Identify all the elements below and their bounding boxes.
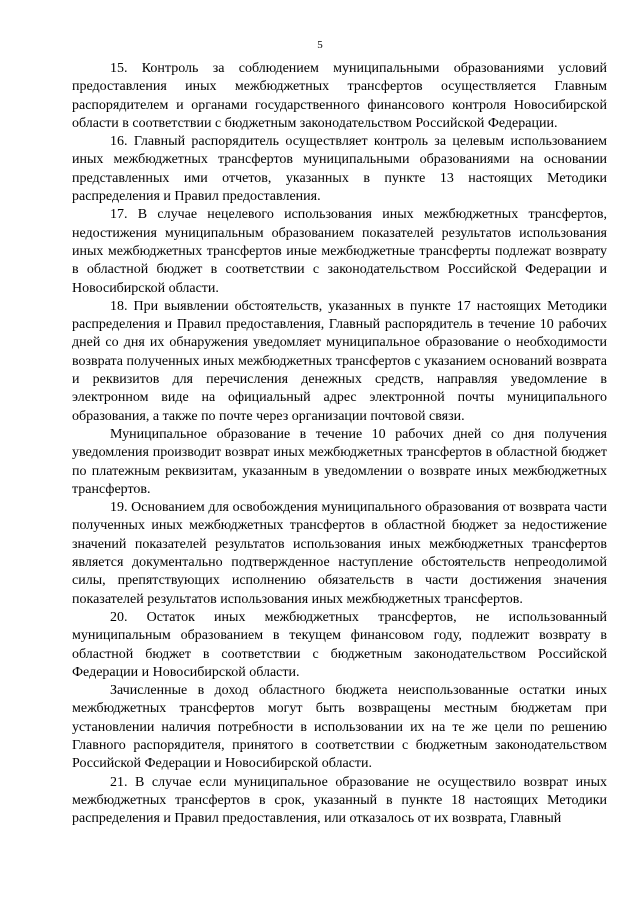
document-body [72, 60, 607, 828]
paragraph-21: 21. В случае если муниципальное образование не осуществило возврат иных межбюджетных трансфертов в срок, указанный в пункте 18 настоящих Методики распределения и Правил предоставления, или отказалось от их возврата, Главный [72, 774, 607, 827]
paragraph-18: 18. При выявлении обстоятельств, указанных в пункте 17 настоящих Методики распределения и Правил предоставления, Главный распорядитель в течение 10 рабочих дней со дня их обнаружения уведомляет муниципальное образование о необходимости возврата полученных иных межбюджетных трансфертов с указанием оснований возврата и реквизитов для перечисления денежных средств, направляя уведомление в электронном виде на официальный адрес электронной почты муниципального образования, а также по почте через организации почтовой связи. [72, 298, 607, 424]
paragraph-20: 20. Остаток иных межбюджетных трансфертов, не использованный муниципальным образованием в текущем финансовом году, подлежит возврату в областной бюджет в соответствии с бюджетным законодательством Российской Федерации и Новосибирской области. [72, 609, 607, 680]
paragraph-20-continued: Зачисленные в доход областного бюджета неиспользованные остатки иных межбюджетных трансфертов могут быть возвращены местным бюджетам при установлении наличия потребности в использовании их на те же цели по решению Главного распорядителя, принятого в соответствии с бюджетным законодательством Российской Федерации и Новосибирской области. [72, 683, 607, 772]
paragraph-17: 17. В случае нецелевого использования иных межбюджетных трансфертов, недостижения муниципальным образованием показателей результатов использования иных межбюджетных трансфертов иные межбюджетные трансферты подлежат возврату в областной бюджет в соответствии с законодательством Российской Федерации и Новосибирской области. [72, 207, 607, 296]
paragraph-16: 16. Главный распорядитель осуществляет контроль за целевым использованием иных межбюджетных трансфертов муниципальными образованиями на основании представленных ими отчетов, указанных в пункте 13 настоящих Методики распределения и Правил предоставления. [72, 134, 607, 205]
paragraph-15: 15. Контроль за соблюдением муниципальными образованиями условий предоставления иных межбюджетных трансфертов осуществляется Главным распорядителем и органами государственного финансового контроля Новосибирской области в соответствии с бюджетным законодательством Российской Федерации. [72, 61, 607, 131]
paragraph-19: 19. Основанием для освобождения муниципального образования от возврата части полученных иных межбюджетных трансфертов в областной бюджет за недостижение значений показателей результатов использования иных межбюджетных трансфертов является документально подтвержденное наступление обстоятельств непреодолимой силы, препятствующих исполнению обязательств в части достижения значения показателей результатов использования иных межбюджетных трансфертов. [72, 500, 607, 607]
paragraph-18-continued: Муниципальное образование в течение 10 рабочих дней со дня получения уведомления производит возврат иных межбюджетных трансфертов в областной бюджет по платежным реквизитам, указанным в уведомлении о возврате иных межбюджетных трансфертов. [72, 426, 607, 497]
page-number: 5 [317, 39, 323, 51]
